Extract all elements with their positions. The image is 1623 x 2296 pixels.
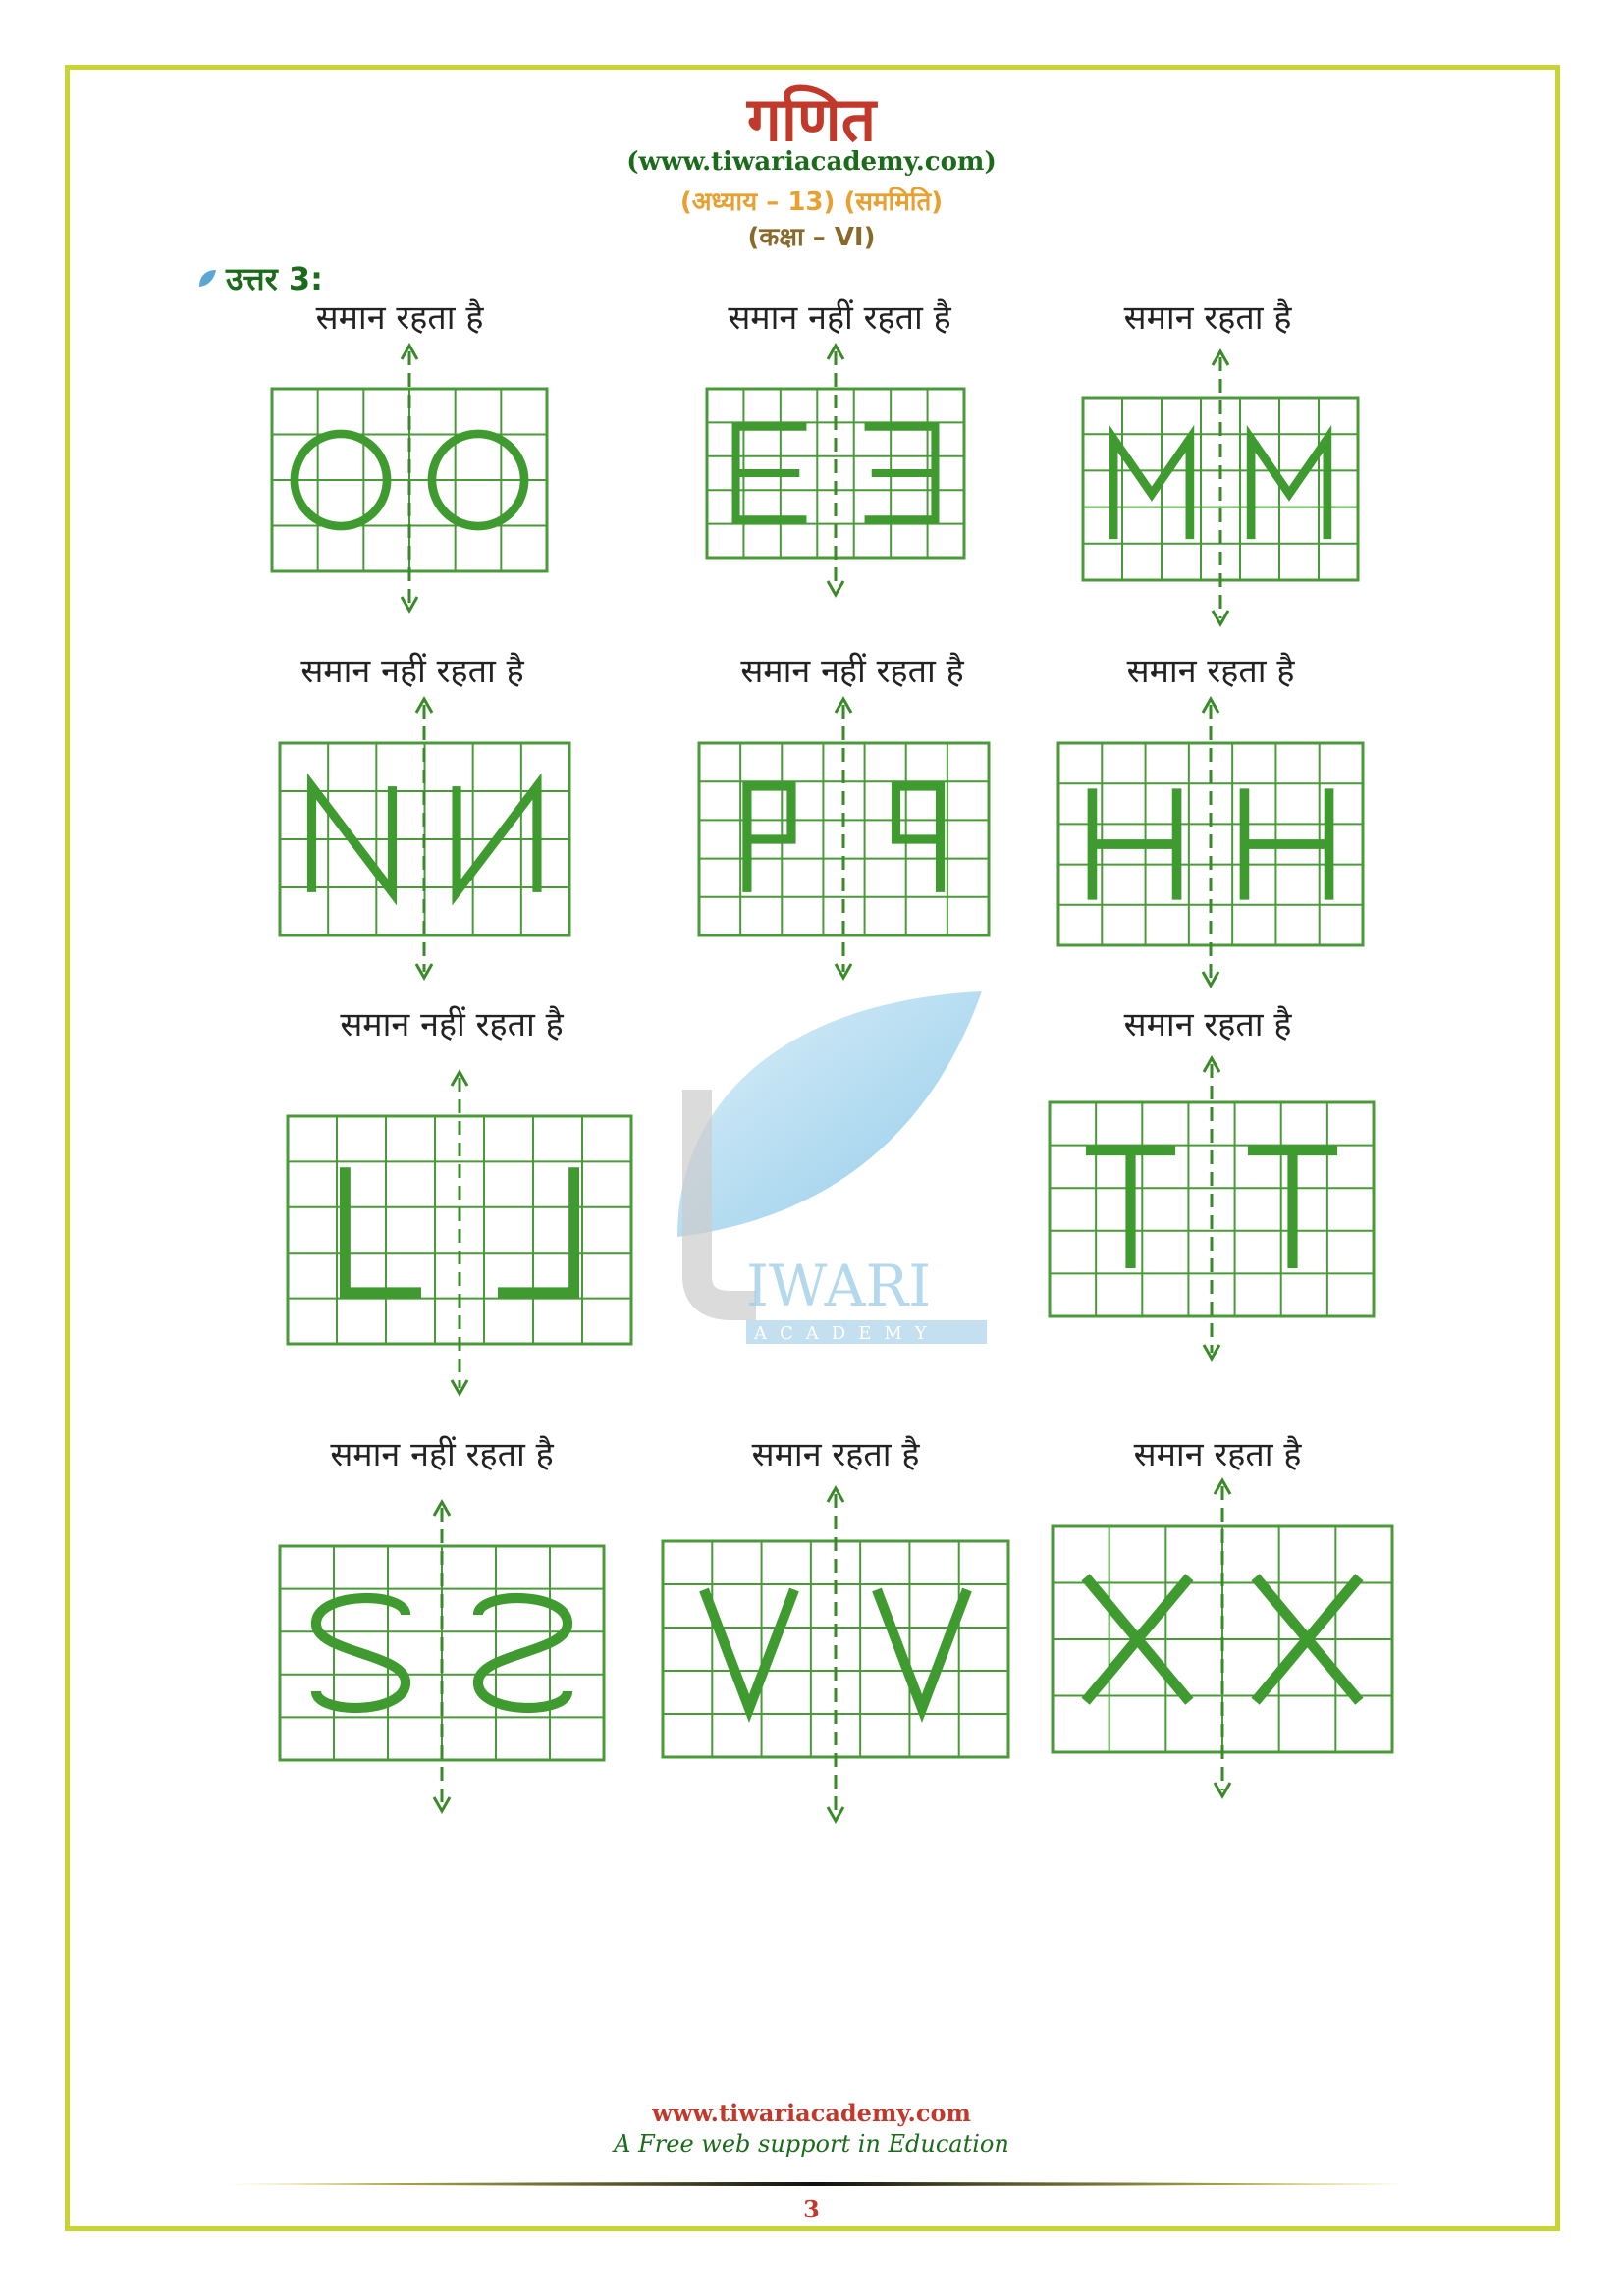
letter-s-original-8 bbox=[316, 1598, 406, 1708]
figure-N bbox=[280, 652, 569, 978]
page-title: गणित bbox=[746, 83, 877, 155]
letter-p-original-4 bbox=[747, 786, 791, 892]
letter-v-original-9 bbox=[704, 1590, 794, 1709]
page-number: 3 bbox=[803, 2195, 820, 2223]
answer-label: उत्तर 3: bbox=[226, 260, 323, 297]
letter-m-original-2 bbox=[1113, 439, 1190, 539]
letter-e-mirror-1 bbox=[865, 427, 936, 520]
figure-label: समान नहीं रहता है bbox=[300, 652, 524, 691]
letter-h-mirror-5 bbox=[1244, 788, 1328, 899]
figure-label: समान नहीं रहता है bbox=[330, 1435, 554, 1474]
figure-label: समान रहता है bbox=[1123, 298, 1292, 338]
letter-l-original-6 bbox=[345, 1167, 421, 1293]
chapter-label: (अध्याय – 13) (सममिति) bbox=[679, 187, 944, 217]
watermark-sub: ACADEMY bbox=[754, 1323, 940, 1344]
letter-m-mirror-2 bbox=[1251, 439, 1327, 539]
watermark-brand: IWARI bbox=[746, 1253, 932, 1319]
footer-url: www.tiwariacademy.com bbox=[652, 2099, 971, 2127]
mirror-axis bbox=[1213, 351, 1228, 624]
letter-s-mirror-8 bbox=[478, 1598, 568, 1708]
letter-h-original-5 bbox=[1092, 788, 1176, 899]
class-label: (कक्षा – VI) bbox=[747, 223, 876, 252]
letter-t-mirror-7 bbox=[1248, 1150, 1337, 1268]
letter-v-mirror-9 bbox=[877, 1590, 967, 1709]
figure-X bbox=[1053, 1435, 1392, 1796]
figure-label: समान रहता है bbox=[1126, 652, 1295, 691]
figure-L bbox=[288, 1005, 631, 1394]
letter-t-original-7 bbox=[1086, 1150, 1175, 1268]
letter-e-original-1 bbox=[736, 427, 807, 520]
letter-p-mirror-4 bbox=[896, 786, 941, 892]
figure-label: समान रहता है bbox=[1133, 1435, 1302, 1474]
figure-H bbox=[1058, 652, 1363, 986]
footer-divider bbox=[226, 2181, 1404, 2187]
figure-E bbox=[707, 298, 964, 595]
figure-P bbox=[699, 652, 989, 978]
figure-V bbox=[663, 1435, 1008, 1821]
figure-label: समान रहता है bbox=[315, 298, 484, 338]
letter-l-mirror-6 bbox=[498, 1167, 574, 1293]
figure-T bbox=[1050, 1005, 1374, 1359]
mirror-axis bbox=[452, 1072, 467, 1394]
figure-label: समान नहीं रहता है bbox=[728, 298, 951, 338]
figure-label: समान नहीं रहता है bbox=[740, 652, 964, 691]
figure-label: समान रहता है bbox=[751, 1435, 920, 1474]
figure-label: समान रहता है bbox=[1123, 1005, 1292, 1044]
mirror-axis bbox=[828, 1488, 843, 1821]
figure-S bbox=[280, 1435, 604, 1811]
grid bbox=[272, 389, 547, 571]
header-url: (www.tiwariacademy.com) bbox=[626, 147, 997, 177]
figure-O bbox=[272, 298, 547, 611]
figure-M bbox=[1083, 298, 1358, 624]
footer-tagline: A Free web support in Education bbox=[614, 2130, 1009, 2158]
figure-label: समान नहीं रहता है bbox=[340, 1005, 564, 1044]
